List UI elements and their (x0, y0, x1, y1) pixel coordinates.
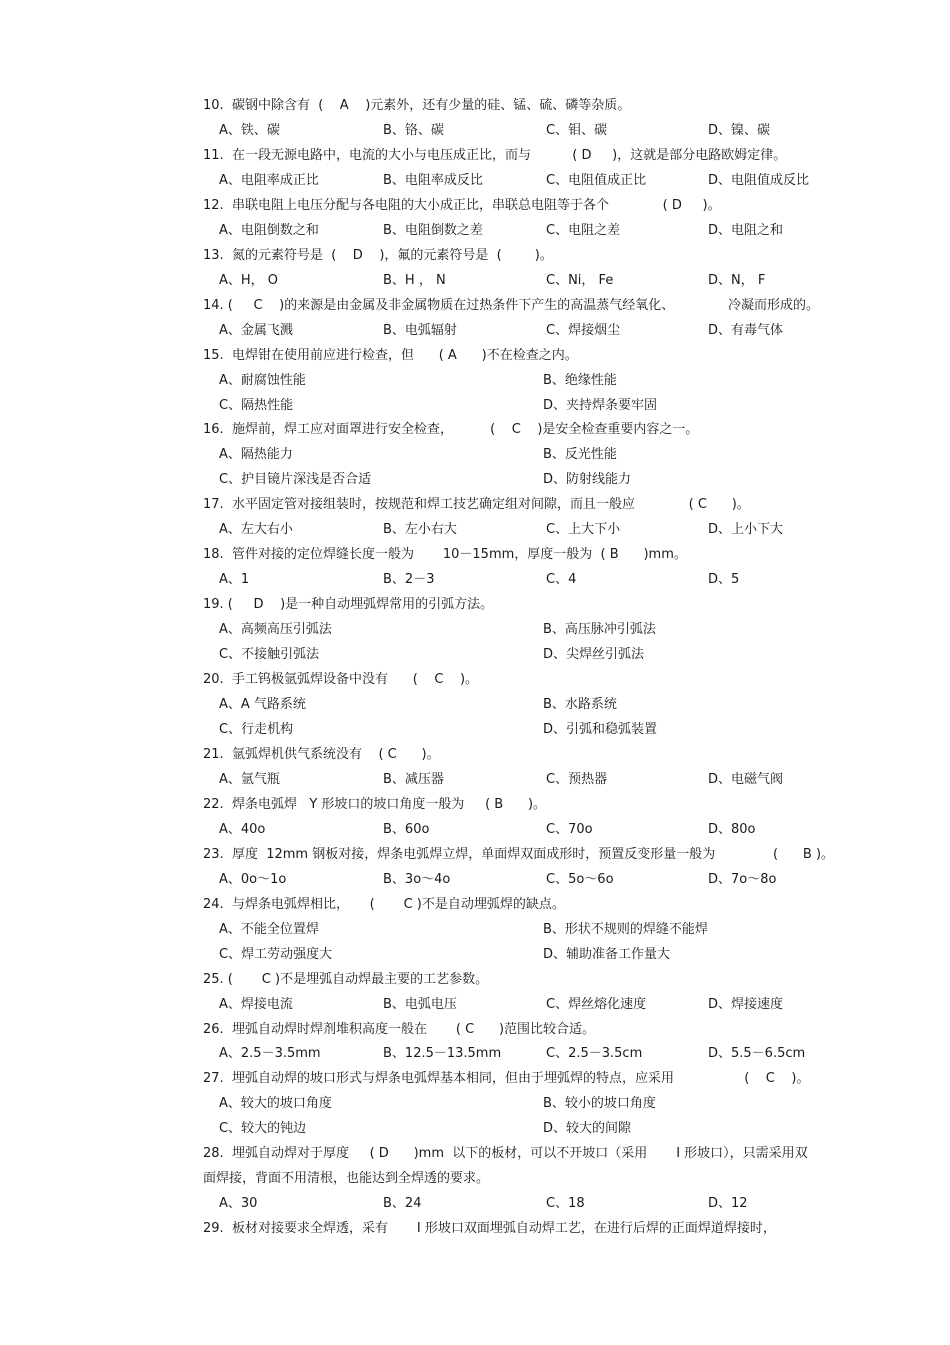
question-row (0, 795, 950, 815)
answer-option: C、焊接烟尘 (546, 323, 621, 338)
answer-option: D、N， F (708, 273, 766, 288)
options-row (0, 520, 950, 540)
answer-option: D、尖焊丝引弧法 (543, 647, 645, 662)
answer-option: C、Ni， Fe (546, 273, 614, 288)
options-row (0, 870, 950, 890)
answer-option: D、较大的间隙 (543, 1121, 632, 1136)
options-row (0, 1044, 950, 1064)
answer-option: B、24 (383, 1196, 422, 1211)
question-row (0, 96, 950, 116)
answer-option: C、焊丝熔化速度 (546, 997, 647, 1012)
answer-option: A、30 (219, 1196, 258, 1211)
question-row (0, 196, 950, 216)
question-stem: 10. 碳钢中除含有 ( A )元素外，还有少量的硅、锰、硫、磷等杂质。 (203, 98, 631, 113)
answer-option: A、40o (219, 822, 266, 837)
question-row (0, 1169, 950, 1189)
answer-option: A、氩气瓶 (219, 772, 280, 787)
question-stem: 13. 氮的元素符号是 ( D )，氟的元素符号是 ( )。 (203, 248, 553, 263)
answer-option: D、80o (708, 822, 756, 837)
answer-option: C、上大下小 (546, 522, 621, 537)
answer-option: D、12 (708, 1196, 748, 1211)
options-row (0, 321, 950, 341)
answer-option: A、左大右小 (219, 522, 293, 537)
answer-option: D、夹持焊条要牢固 (543, 398, 658, 413)
question-row (0, 545, 950, 565)
answer-option: B、12.5－13.5mm (383, 1046, 502, 1061)
answer-option: C、焊工劳动强度大 (219, 947, 333, 962)
question-row (0, 1144, 950, 1164)
answer-option: C、预热器 (546, 772, 608, 787)
answer-option: B、反光性能 (543, 447, 617, 462)
answer-option: B、3o～4o (383, 872, 451, 887)
options-row (0, 720, 950, 740)
question-stem: 16. 施焊前，焊工应对面罩进行安全检查， ( C )是安全检查重要内容之一。 (203, 422, 699, 437)
answer-option: A、隔热能力 (219, 447, 293, 462)
question-row (0, 1069, 950, 1089)
answer-option: B、形状不规则的焊缝不能焊 (543, 922, 708, 937)
question-stem: 18. 管件对接的定位焊缝长度一般为 10－15mm，厚度一般为 ( B )mm。 (203, 547, 687, 562)
answer-option: A、A 气路系统 (219, 697, 306, 712)
answer-option: A、0o～1o (219, 872, 287, 887)
answer-option: C、护目镜片深浅是否合适 (219, 472, 372, 487)
answer-option: C、18 (546, 1196, 585, 1211)
answer-option: B、电阻率成反比 (383, 173, 483, 188)
answer-option: A、金属飞溅 (219, 323, 293, 338)
question-stem: 23. 厚度 12mm 钢板对接，焊条电弧焊立焊，单面焊双面成形时，预置反变形量一般为 ( B )。 (203, 847, 835, 862)
options-row (0, 396, 950, 416)
options-row (0, 445, 950, 465)
answer-option: A、耐腐蚀性能 (219, 373, 306, 388)
answer-option: C、4 (546, 572, 577, 587)
options-row (0, 945, 950, 965)
answer-option: B、较小的坡口角度 (543, 1096, 656, 1111)
answer-option: B、电弧电压 (383, 997, 457, 1012)
options-row (0, 995, 950, 1015)
answer-option: D、电磁气阀 (708, 772, 784, 787)
answer-option: D、防射线能力 (543, 472, 632, 487)
answer-option: A、2.5－3.5mm (219, 1046, 321, 1061)
answer-option: C、行走机构 (219, 722, 294, 737)
question-stem: 27. 埋弧自动焊的坡口形式与焊条电弧焊基本相同，但由于埋弧焊的特点，应采用 ( C )。 (203, 1071, 810, 1086)
options-row (0, 1119, 950, 1139)
question-stem: 28. 埋弧自动焊对于厚度 ( D )mm 以下的板材，可以不开坡口（采用 I 形坡口），只需采用双 (203, 1146, 808, 1161)
answer-option: B、电弧辐射 (383, 323, 457, 338)
question-stem: 26. 埋弧自动焊时焊剂堆积高度一般在 ( C )范围比较合适。 (203, 1022, 596, 1037)
question-row (0, 595, 950, 615)
question-stem: 21. 氩弧焊机供气系统没有 ( C )。 (203, 747, 440, 762)
question-stem: 17. 水平固定管对接组装时，按规范和焊工技艺确定组对间隙，而且一般应 ( C )。 (203, 497, 750, 512)
question-stem: 24. 与焊条电弧焊相比， ( C )不是自动埋弧焊的缺点。 (203, 897, 565, 912)
answer-option: D、上小下大 (708, 522, 784, 537)
options-row (0, 221, 950, 241)
question-row (0, 296, 950, 316)
answer-option: C、较大的钝边 (219, 1121, 307, 1136)
question-stem: 22. 焊条电弧焊 Y 形坡口的坡口角度一般为 ( B )。 (203, 797, 547, 812)
question-stem: 15. 电焊钳在使用前应进行检查，但 ( A )不在检查之内。 (203, 348, 578, 363)
question-row (0, 745, 950, 765)
answer-option: B、电阻倒数之差 (383, 223, 483, 238)
question-stem: 14. ( C )的来源是由金属及非金属物质在过热条件下产生的高温蒸气经氧化、 冷凝而形成的。 (203, 298, 819, 313)
answer-option: D、焊接速度 (708, 997, 784, 1012)
question-stem: 11. 在一段无源电路中，电流的大小与电压成正比，而与 ( D )，这就是部分电路欧姆定律。 (203, 148, 787, 163)
answer-option: B、绝缘性能 (543, 373, 617, 388)
answer-option: A、铁、碳 (219, 123, 280, 138)
answer-option: A、H， O (219, 273, 279, 288)
answer-option: C、70o (546, 822, 593, 837)
answer-option: D、电阻之和 (708, 223, 784, 238)
answer-option: A、焊接电流 (219, 997, 293, 1012)
question-row (0, 970, 950, 990)
answer-option: D、5.5－6.5cm (708, 1046, 806, 1061)
answer-option: C、不接触引弧法 (219, 647, 320, 662)
answer-option: A、电阻率成正比 (219, 173, 319, 188)
question-row (0, 670, 950, 690)
answer-option: B、2－3 (383, 572, 435, 587)
answer-option: D、辅助准备工作量大 (543, 947, 671, 962)
question-stem: 25. ( C )不是埋弧自动焊最主要的工艺参数。 (203, 972, 489, 987)
answer-option: D、镍、碳 (708, 123, 771, 138)
answer-option: B、左小右大 (383, 522, 457, 537)
answer-option: B、水路系统 (543, 697, 617, 712)
options-row (0, 920, 950, 940)
answer-option: D、有毒气体 (708, 323, 784, 338)
options-row (0, 470, 950, 490)
question-row (0, 895, 950, 915)
answer-option: A、较大的坡口角度 (219, 1096, 332, 1111)
answer-option: A、高频高压引弧法 (219, 622, 332, 637)
answer-option: A、电阻倒数之和 (219, 223, 319, 238)
answer-option: D、引弧和稳弧装置 (543, 722, 658, 737)
answer-option: D、5 (708, 572, 740, 587)
answer-option: C、2.5－3.5cm (546, 1046, 643, 1061)
question-row (0, 845, 950, 865)
question-row (0, 246, 950, 266)
answer-option: A、不能全位置焊 (219, 922, 319, 937)
question-row (0, 346, 950, 366)
answer-option: A、1 (219, 572, 250, 587)
question-row (0, 495, 950, 515)
options-row (0, 1194, 950, 1214)
question-stem: 29. 板材对接要求全焊透，采有 I 形坡口双面埋弧自动焊工艺，在进行后焊的正面焊道焊接时， (203, 1221, 776, 1236)
options-row (0, 1094, 950, 1114)
options-row (0, 820, 950, 840)
question-stem: 20. 手工钨极氩弧焊设备中没有 ( C )。 (203, 672, 479, 687)
question-row (0, 1219, 950, 1239)
answer-option: C、钼、碳 (546, 123, 608, 138)
answer-option: C、隔热性能 (219, 398, 294, 413)
question-row (0, 1020, 950, 1040)
answer-option: C、5o～6o (546, 872, 614, 887)
answer-option: B、60o (383, 822, 430, 837)
options-row (0, 645, 950, 665)
options-row (0, 171, 950, 191)
question-stem: 12. 串联电阻上电压分配与各电阻的大小成正比，串联总电阻等于各个 ( D )。 (203, 198, 721, 213)
options-row (0, 770, 950, 790)
answer-option: B、H ， N (383, 273, 446, 288)
answer-option: B、减压器 (383, 772, 444, 787)
question-stem: 19. ( D )是一种自动埋弧焊常用的引弧方法。 (203, 597, 494, 612)
options-row (0, 271, 950, 291)
answer-option: B、铬、碳 (383, 123, 444, 138)
options-row (0, 570, 950, 590)
answer-option: D、7o～8o (708, 872, 777, 887)
question-row (0, 420, 950, 440)
question-stem: 面焊接，背面不用清根，也能达到全焊透的要求。 (203, 1171, 490, 1186)
answer-option: C、电阻之差 (546, 223, 621, 238)
options-row (0, 371, 950, 391)
options-row (0, 620, 950, 640)
options-row (0, 121, 950, 141)
answer-option: C、电阻值成正比 (546, 173, 647, 188)
answer-option: D、电阻值成反比 (708, 173, 810, 188)
options-row (0, 695, 950, 715)
answer-option: B、高压脉冲引弧法 (543, 622, 656, 637)
question-row (0, 146, 950, 166)
